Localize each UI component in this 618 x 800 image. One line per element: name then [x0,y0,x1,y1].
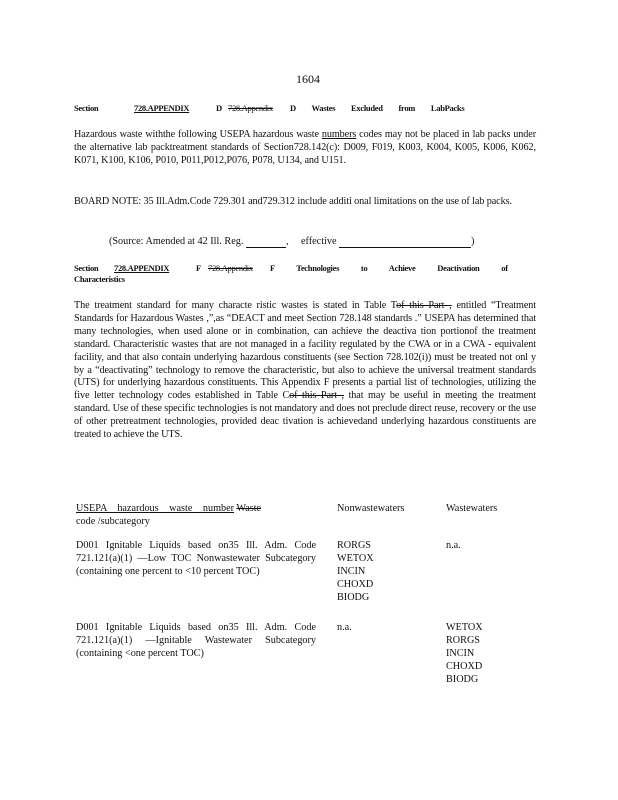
table-row-1-nonwastewaters [337,539,427,604]
source-comma: , [285,236,289,247]
struck-text: of this Part , [396,300,452,311]
section-label: Section [74,103,99,113]
appendix-number: 728.APPENDIX [134,103,190,113]
technology-code: RORGS [446,635,480,646]
source-close: ) [471,236,475,247]
header-underlined: USEPA hazardous waste number [76,503,235,514]
board-note: BOARD NOTE: 35 Ill.Adm.Code 729.301 and729.312 include additi onal limitations on the use of lab packs. [74,196,512,207]
section-d-title: D Wastes Excluded from LabPacks [290,103,465,113]
appendix-letter: F [196,263,201,273]
section-f-title: F Technologies to Achieve Deactivation of [270,263,508,273]
source-line [109,236,539,248]
underlined-insertion: numbers [321,129,357,140]
appendix-number: 728.APPENDIX [114,263,170,273]
header-struck: Waste [236,503,262,514]
technology-code: RORGS [337,540,371,551]
technology-code: WETOX [337,553,374,564]
paragraph-lab-packs [74,128,536,168]
table-header-waste-number [76,502,316,528]
blank-effective-date [339,236,471,248]
technology-code: INCIN [446,648,475,659]
section-label: Section [74,263,99,273]
para-text: The treatment standard for many characte ristic wastes is stated in Table T [74,300,397,311]
struck-text: of this Part , [289,390,344,402]
page-number: 1604 [296,72,320,86]
section-d-heading [74,103,536,114]
para-text: Hazardous waste withthe following USEPA hazardous waste [74,129,322,140]
technology-code: WETOX [446,622,483,633]
para-text: codes may not be placed in lab packs under the alternative lab packtreatment standards of Section728.142(c): D009, F019, K003, K004, K005, K006, K062, K071, K100, K106, P010, P011,P012,P076, P078, U134, and U151. [74,129,536,167]
technology-code: n.a. [446,540,461,551]
table-row-1-description: D001 Ignitable Liquids based on35 Ill. Adm. Code 721.121(a)(1) —Low TOC Nonwastewater Subcategory (containing one percent to <10 percent TOC) [76,540,316,578]
struck-appendix-text: 728.Appendix [208,263,253,273]
paragraph-deactivation [74,300,536,442]
table-row-2-wastewaters [446,621,536,686]
appendix-letter: D [216,103,222,113]
section-f-heading [74,263,536,285]
blank-reg-number [246,236,286,248]
table-header-wastewaters: Wastewaters [446,503,498,514]
source-effective: effective [301,236,337,247]
technology-code: CHOXD [337,579,374,590]
section-f-title-cont: Characteristics [74,274,125,284]
table-row-2-description: D001 Ignitable Liquids based on35 Ill. Adm. Code 721.121(a)(1) —Ignitable Wastewater Subcategory (containing <one percent TOC) [76,622,316,660]
table-header-nonwastewaters: Nonwastewaters [337,503,405,514]
struck-appendix-text: 728.Appendix [228,103,273,113]
source-prefix: (Source: Amended at 42 Ill. Reg. [109,236,244,247]
technology-code: n.a. [337,622,352,633]
para-text: entitled “Treatment Standards for Hazardous Wastes ,”,as “DEACT and meet Section 728.148 standards .” USEPA has determined that many technologies, when used alone or in combination, can achieve the deactiva tion portionof the treatment standard. Characteristic wastes that are not managed in a facility regulated by the CWA or in a CWA - equivalent facility, and that also contain underlying hazardous constituents (see Section 728.102(i)) must be treated not onl y by a “deactivating” technology to remove the characteristic, but also to achieve the universal treatment standards (UTS) for underlying hazardous constituents. This Appendix F presents a partial list of technologies, utilizing the five letter technology codes established in Table C [74,300,537,402]
technology-code: CHOXD [446,661,483,672]
technology-code: INCIN [337,566,366,577]
table-row-2-nonwastewaters [337,621,427,634]
technology-code: BIODG [337,592,370,603]
header-line2: code /subcategory [76,516,150,527]
table-row-1-wastewaters [446,539,536,552]
technology-code: BIODG [446,674,479,685]
para-text: that may be useful in meeting the treatment standard. Use of these specific technologies is not mandatory and does not preclude direct reuse, recovery or the use of other pretreatment technologies, provided deac tivation is achievedand underlying hazardous constituents are treated to achieve the UTS. [74,390,536,441]
